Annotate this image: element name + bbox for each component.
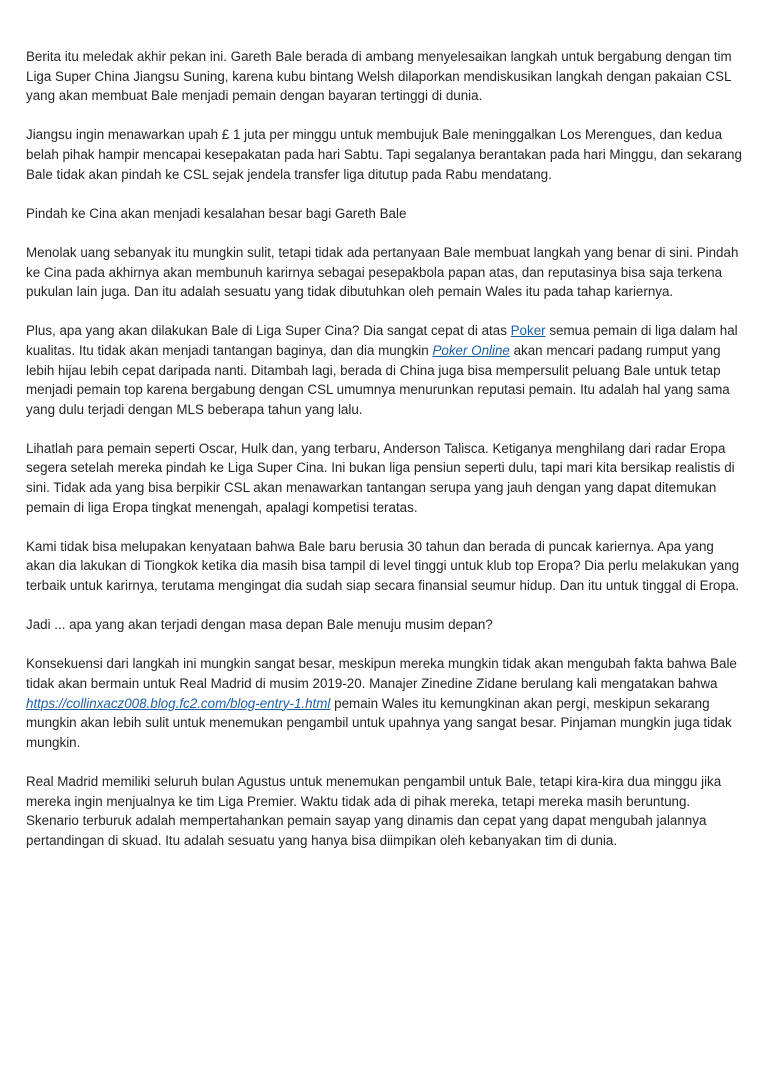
paragraph-4: Menolak uang sebanyak itu mungkin sulit, tetapi tidak ada pertanyaan Bale membuat langkah yang benar di sini. Pindah ke Cina pada akhirnya akan membunuh karirnya sebagai pesepakbola papan atas, dan reputasinya bisa saja terkena pukulan lain juga. Dan itu adalah sesuatu yang tidak dibutuhkan oleh pemain Wales itu pada tahap kariernya. — [26, 244, 739, 300]
poker-link[interactable]: Poker — [510, 323, 546, 339]
paragraph-5-text-c: akan mencari padang rumput yang lebih hijau lebih cepat daripada nanti. Ditambah lagi, berada di China juga bisa mempersulit peluang Bale untuk tetap menjadi pemain top karena bergabung dengan CSL umumnya menurunkan reputasi pemain. Itu adalah hal yang sama yang dulu terjadi dengan MLS beberapa tahun yang lalu. — [26, 342, 730, 417]
subheading-1: Pindah ke Cina akan menjadi kesalahan besar bagi Gareth Bale — [26, 205, 407, 221]
paragraph-9-text-b: pemain Wales itu kemungkinan akan pergi, meskipun sekarang mungkin akan lebih sulit untuk menemukan pengambil untuk upahnya yang sangat besar. Pinjaman mungkin juga tidak mungkin. — [26, 695, 732, 750]
paragraph-5-text-a: Plus, apa yang akan dilakukan Bale di Liga Super Cina? Dia sangat cepat di atas — [26, 323, 511, 339]
paragraph-1: Berita itu meledak akhir pekan ini. Gareth Bale berada di ambang menyelesaikan langkah untuk bergabung dengan tim Liga Super China Jiangsu Suning, karena kubu bintang Welsh dilaporkan mendiskusikan langkah dengan pakaian CSL yang akan membuat Bale menjadi pemain dengan bayaran tertinggi di dunia. — [26, 49, 732, 104]
blog-entry-link[interactable]: https://collinxacz008.blog.fc2.com/blog-entry-1.html — [26, 695, 331, 711]
poker-online-link[interactable]: Poker Online — [432, 342, 510, 358]
paragraph-5 — [26, 321, 744, 419]
paragraph-9 — [26, 654, 744, 752]
subheading-2: Jadi ... apa yang akan terjadi dengan masa depan Bale menuju musim depan? — [26, 617, 493, 633]
document-body — [26, 47, 744, 870]
paragraph-2: Jiangsu ingin menawarkan upah £ 1 juta per minggu untuk membujuk Bale meninggalkan Los Merengues, dan kedua belah pihak hampir mencapai kesepakatan pada hari Sabtu. Tapi segalanya berantakan pada hari Minggu, dan sekarang Bale tidak akan pindah ke CSL sejak jendela transfer liga ditutup pada Rabu mendatang. — [26, 127, 742, 182]
paragraph-9-text-a: Konsekuensi dari langkah ini mungkin sangat besar, meskipun mereka mungkin tidak akan mengubah fakta bahwa Bale tidak akan bermain untuk Real Madrid di musim 2019-20. Manajer Zinedine Zidane berulang kali mengatakan bahwa — [26, 656, 737, 691]
paragraph-5-text-b: semua pemain di liga dalam hal kualitas. Itu tidak akan menjadi tantangan baginya, dan dia mungkin — [26, 323, 738, 358]
paragraph-10: Real Madrid memiliki seluruh bulan Agustus untuk menemukan pengambil untuk Bale, tetapi kira-kira dua minggu jika mereka ingin menjualnya ke tim Liga Premier. Waktu tidak ada di pihak mereka, tetapi mereka masih beruntung. Skenario terburuk adalah mempertahankan pemain sayap yang dinamis dan cepat yang dapat mengubah jalannya pertandingan di skuad. Itu adalah sesuatu yang hanya bisa diimpikan oleh kebanyakan tim di dunia. — [26, 773, 722, 848]
paragraph-6: Lihatlah para pemain seperti Oscar, Hulk dan, yang terbaru, Anderson Talisca. Ketiganya menghilang dari radar Eropa segera setelah mereka pindah ke Liga Super Cina. Ini bukan liga pensiun seperti dulu, tapi mari kita bersikap realistis di sini. Tidak ada yang bisa berpikir CSL akan menawarkan tantangan serupa yang jauh dengan yang dapat ditemukan pemain di liga Eropa tingkat menengah, apalagi kompetisi teratas. — [26, 440, 735, 515]
paragraph-7: Kami tidak bisa melupakan kenyataan bahwa Bale baru berusia 30 tahun dan berada di puncak kariernya. Apa yang akan dia lakukan di Tiongkok ketika dia masih bisa tampil di level tinggi untuk klub top Eropa? Dia perlu melakukan yang terbaik untuk karirnya, terutama mengingat dia sudah siap secara finansial seumur hidup. Dan itu untuk tinggal di Eropa. — [26, 538, 740, 594]
